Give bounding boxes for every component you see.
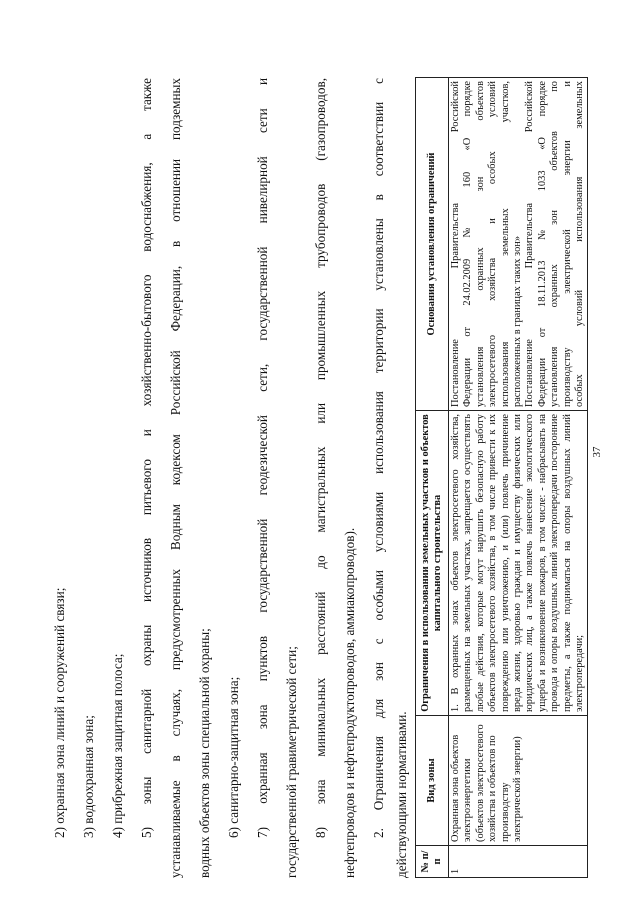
list-item-8-line-1: 8) зона минимальных расстояний до магистральных или промышленных трубопроводов (газопроводов,	[313, 78, 328, 838]
page-number: 37	[591, 446, 603, 458]
list-item-8-line-2: нефтепроводов и нефтепродуктопроводов, аммиакопроводов).	[342, 527, 357, 878]
basis-line: установления охранных зон объектов по	[549, 81, 561, 407]
rotated-page-content	[32, 78, 592, 878]
cell-basis	[449, 78, 588, 411]
basis-line: электросетевого хозяйства и особых условий	[487, 81, 499, 407]
list-item-5-line-2: устанавливаемые в случаях, предусмотренных Водным кодексом Российской Федерации, в отношении подземных	[168, 78, 183, 878]
list-item-6: 6) санитарно-защитная зона;	[226, 676, 241, 838]
header-restrictions: Ограничения в использовании земельных участков и объектов капитального строительства	[416, 411, 449, 716]
zones-table-container	[415, 78, 625, 878]
paragraph-2-line-1: 2. Ограничения для зон с особыми условиями использования территории установлены в соответствии с	[371, 78, 386, 838]
list-item-5-line-3: водных объектов зоны специальной охраны;	[197, 628, 212, 878]
header-basis: Основания установления ограничений	[416, 78, 449, 411]
list-item-4: 4) прибрежная защитная полоса;	[110, 653, 125, 838]
basis-line: расположенных в границах таких зон»	[512, 235, 524, 407]
list-item-7-line-1: 7) охранная зона пунктов государственной геодезической сети, государственной нивелирной сети и	[255, 78, 270, 838]
basis-line: особых условий использования земельных	[574, 81, 586, 407]
table-row	[449, 78, 588, 878]
paragraph-2-line-2: действующими нормативами.	[394, 711, 409, 878]
cell-restrictions: 1. В охранных зонах объектов электросетевого хозяйства, размещенных на земельных участках, запрещается осуществлять любые действия, которые могут нарушить безопасную работу объектов электросетевого хозяйства, в том числе привести к их повреждению или уничтожению, и (или) повлечь причинение вреда жизни, здоровью граждан и имуществу физических или юридических лиц, а также повлечь нанесение экологического ущерба и возникновение пожаров, в том числе: - набрасывать на провода и опоры воздушных линий электропередачи посторонние предметы, а также подниматься на опоры воздушных линий электропередачи;	[449, 411, 588, 716]
basis-line: использования земельных участков,	[499, 81, 511, 407]
zones-table	[415, 77, 588, 878]
header-zone-type: Вид зоны	[416, 716, 449, 846]
list-item-5-line-1: 5) зоны санитарной охраны источников питьевого и хозяйственно-бытового водоснабжения, а также	[139, 78, 154, 838]
cell-num: 1	[449, 846, 588, 878]
header-num: № п/п	[416, 846, 449, 878]
cell-zone-type: Охранная зона объектов электроэнергетики (объектов электросетевого хозяйства и объектов по производству электрической энергии)	[449, 716, 588, 846]
list-item-3: 3) водоохранная зона;	[81, 715, 96, 838]
table-header-row	[416, 78, 449, 878]
basis-line: Федерации от 18.11.2013 № 1033 «О порядке	[536, 81, 548, 407]
basis-line: производству электрической энергии и	[561, 81, 573, 407]
basis-line: Постановление Правительства Российской	[524, 81, 536, 407]
list-item-7-line-2: государственной гравиметрической сети;	[284, 646, 299, 878]
list-item-2: 2) охранная зона линий и сооружений связи;	[52, 587, 67, 838]
basis-line: Постановление Правительства Российской	[450, 81, 461, 407]
basis-line: Федерации от 24.02.2009 № 160 «О порядке	[462, 81, 474, 407]
basis-line: установления охранных зон объектов	[474, 81, 486, 407]
